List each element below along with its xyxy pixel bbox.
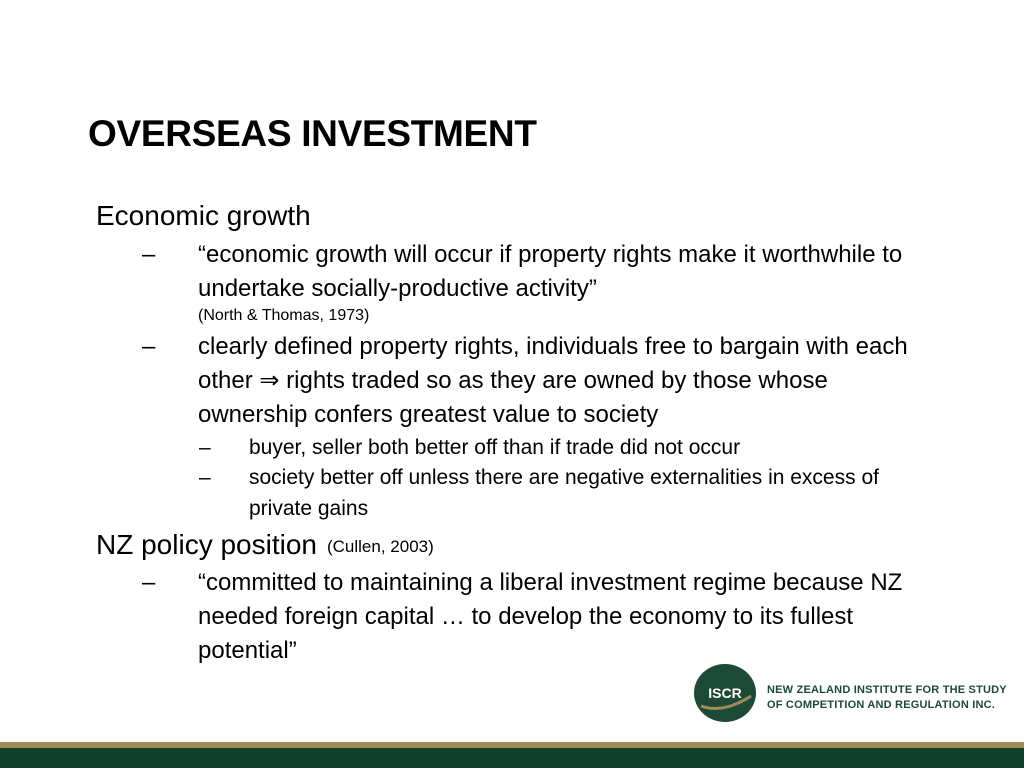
section-heading-nz-policy (96, 528, 434, 566)
bullet-citation: (North & Thomas, 1973) (198, 307, 370, 324)
bullet-property-rights (142, 330, 938, 432)
section-heading-text: Economic growth (96, 200, 311, 231)
footer-green-band (0, 748, 1024, 768)
iscr-logo-mark (693, 662, 757, 724)
bullet-dash: – (142, 569, 156, 596)
bullet-dash: – (142, 333, 156, 360)
bullet-text: clearly defined property rights, individuals free to bargain with each other ⇒ rights traded so as they are owned by those whose ownership confers greatest value to society (198, 333, 908, 428)
sub-bullet-text: society better off unless there are negative externalities in excess of private gains (249, 466, 879, 520)
sub-bullet-dash: – (199, 466, 211, 489)
bullet-north-thomas-quote (142, 238, 938, 326)
sub-bullet-buyer-seller (199, 432, 929, 463)
bullet-text: “committed to maintaining a liberal investment regime because NZ needed foreign capital … to develop the economy to its fullest potential” (198, 569, 903, 664)
bullet-dash: – (142, 241, 156, 268)
logo-wordmark (767, 683, 1007, 713)
section-heading-text: NZ policy position (96, 529, 317, 560)
bullet-text: “economic growth will occur if property rights make it worthwhile to undertake socially-productive activity” (198, 241, 903, 302)
logo-line-1: NEW ZEALAND INSTITUTE FOR THE STUDY (767, 684, 1007, 696)
section-heading-citation: (Cullen, 2003) (326, 537, 434, 556)
logo-line-2: OF COMPETITION AND REGULATION INC. (767, 699, 996, 711)
iscr-logo (693, 662, 1013, 724)
logo-mark-text: ISCR (708, 685, 742, 701)
bullet-cullen-quote (142, 566, 938, 668)
slide-title: OVERSEAS INVESTMENT (88, 113, 537, 154)
sub-bullet-text: buyer, seller both better off than if trade did not occur (249, 436, 741, 459)
sub-bullet-dash: – (199, 436, 211, 459)
section-heading-economic-growth (96, 199, 311, 233)
sub-bullet-society (199, 462, 929, 524)
